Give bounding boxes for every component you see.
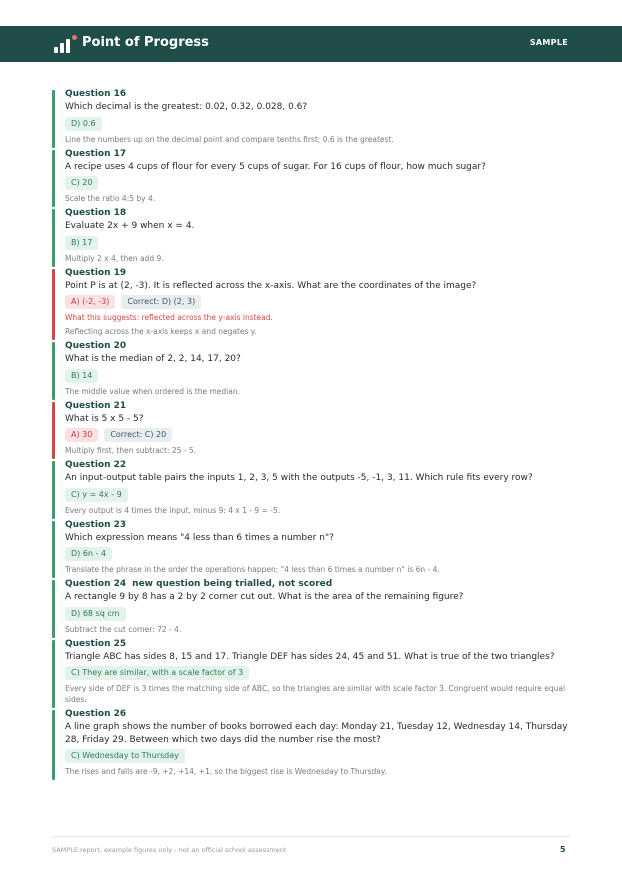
question-number: Question 20	[65, 341, 127, 351]
answer-chip: D) 0.6	[65, 117, 102, 131]
explanation: Multiply first, then subtract: 25 - 5.	[65, 446, 197, 455]
question-text: What is the median of 2, 2, 14, 17, 20?	[65, 354, 241, 364]
answer-chip: B) 14	[65, 369, 98, 383]
question-text: Evaluate 2x + 9 when x = 4.	[65, 221, 195, 231]
question-number: Question 24 new question being trialled, not scored	[65, 579, 333, 589]
question-26	[52, 708, 572, 780]
question-19	[52, 267, 572, 341]
question-21	[52, 400, 572, 460]
question-20	[52, 340, 572, 400]
footer-disclaimer: SAMPLE report, example figures only - not an official school assessment	[52, 846, 287, 854]
explanation: Every output is 4 times the input, minus 9: 4 x 1 - 9 = -5.	[65, 505, 281, 515]
question-18	[52, 207, 572, 267]
question-text: Triangle ABC has sides 8, 15 and 17. Triangle DEF has sides 24, 45 and 51. What is true of the two triangles?	[65, 651, 555, 662]
question-text: A recipe uses 4 cups of flour for every 5 cups of sugar. For 16 cups of flour, how much sugar?	[65, 161, 486, 172]
question-number: Question 21	[65, 400, 127, 411]
sample-tag: SAMPLE	[529, 38, 568, 47]
question-number: Question 17	[65, 148, 127, 159]
explanation: Scale the ratio 4:5 by 4.	[65, 194, 156, 203]
explanation: Subtract the cut corner: 72 - 4.	[65, 624, 182, 634]
question-number: Question 26	[65, 709, 127, 719]
question-24	[52, 578, 572, 638]
question-number: Question 22	[65, 460, 127, 470]
report-header	[0, 26, 622, 62]
question-number: Question 18	[65, 208, 127, 218]
explanation: Multiply 2 x 4, then add 9.	[65, 253, 164, 263]
trial-note: new question being trialled, not scored	[132, 579, 333, 589]
explanation: The middle value when ordered is the median.	[65, 386, 240, 396]
question-text: An input-output table pairs the inputs 1, 2, 3, 5 with the outputs -5, -1, 3, 11. Which rule fits every row?	[65, 473, 533, 483]
misconception-note: What this suggests: reflected across the y-axis instead.	[65, 313, 273, 322]
answer-chip: C) 20	[65, 176, 98, 190]
correct-answer-chip: Correct: D) (2, 3)	[121, 295, 201, 309]
explanation: Every side of DEF is 3 times the matching side of ABC, so the triangles are similar with scale factor 3. Congruent would require equal sides.	[65, 684, 566, 704]
question-text: Which expression means "4 less than 6 times a number n"?	[65, 532, 334, 543]
student-answer-chip: A) (-2, -3)	[65, 295, 115, 309]
answer-chip: C) y = 4x - 9	[65, 488, 128, 502]
explanation: Translate the phrase in the order the operations happen; "4 less than 6 times a number n" is 6n - 4.	[65, 565, 440, 574]
question-25	[52, 638, 572, 709]
question-list	[52, 88, 572, 780]
answer-chip: C) They are similar, with a scale factor of 3	[65, 666, 249, 680]
question-22	[52, 459, 572, 519]
question-16	[52, 88, 572, 148]
page-number: 5	[560, 845, 566, 854]
answer-chip: C) Wednesday to Thursday	[65, 749, 185, 763]
answer-chip: D) 6n - 4	[65, 547, 112, 561]
answer-chip: D) 68 sq cm	[65, 607, 126, 621]
question-text: Point P is at (2, -3). It is reflected across the x-axis. What are the coordinates of the image?	[65, 280, 477, 291]
question-text: A line graph shows the number of books borrowed each day: Monday 21, Tuesday 12, Wednesday 14, Thursday 28, Friday 29. Between which two days did the number rise the most?	[65, 722, 568, 745]
question-number: Question 19	[65, 267, 127, 278]
question-number: Question 23	[65, 519, 127, 530]
student-answer-chip: A) 30	[65, 428, 98, 442]
explanation: Line the numbers up on the decimal point and compare tenths first; 0.6 is the greatest.	[65, 134, 394, 144]
question-number: Question 25	[65, 638, 127, 649]
progress-bars-icon	[54, 35, 76, 53]
brand-title: Point of Progress	[82, 35, 209, 50]
question-23	[52, 519, 572, 579]
question-text: What is 5 x 5 - 5?	[65, 413, 144, 424]
question-text: Which decimal is the greatest: 0.02, 0.32, 0.028, 0.6?	[65, 102, 308, 112]
explanation: The rises and falls are -9, +2, +14, +1, so the biggest rise is Wednesday to Thursday.	[65, 767, 387, 776]
footer-divider	[52, 836, 570, 837]
correct-answer-chip: Correct: C) 20	[104, 428, 172, 442]
explanation: Reflecting across the x-axis keeps x and negates y.	[65, 327, 257, 336]
question-text: A rectangle 9 by 8 has a 2 by 2 corner cut out. What is the area of the remaining figure?	[65, 592, 464, 602]
question-17	[52, 148, 572, 208]
question-number: Question 16	[65, 89, 127, 99]
answer-chip: B) 17	[65, 236, 98, 250]
